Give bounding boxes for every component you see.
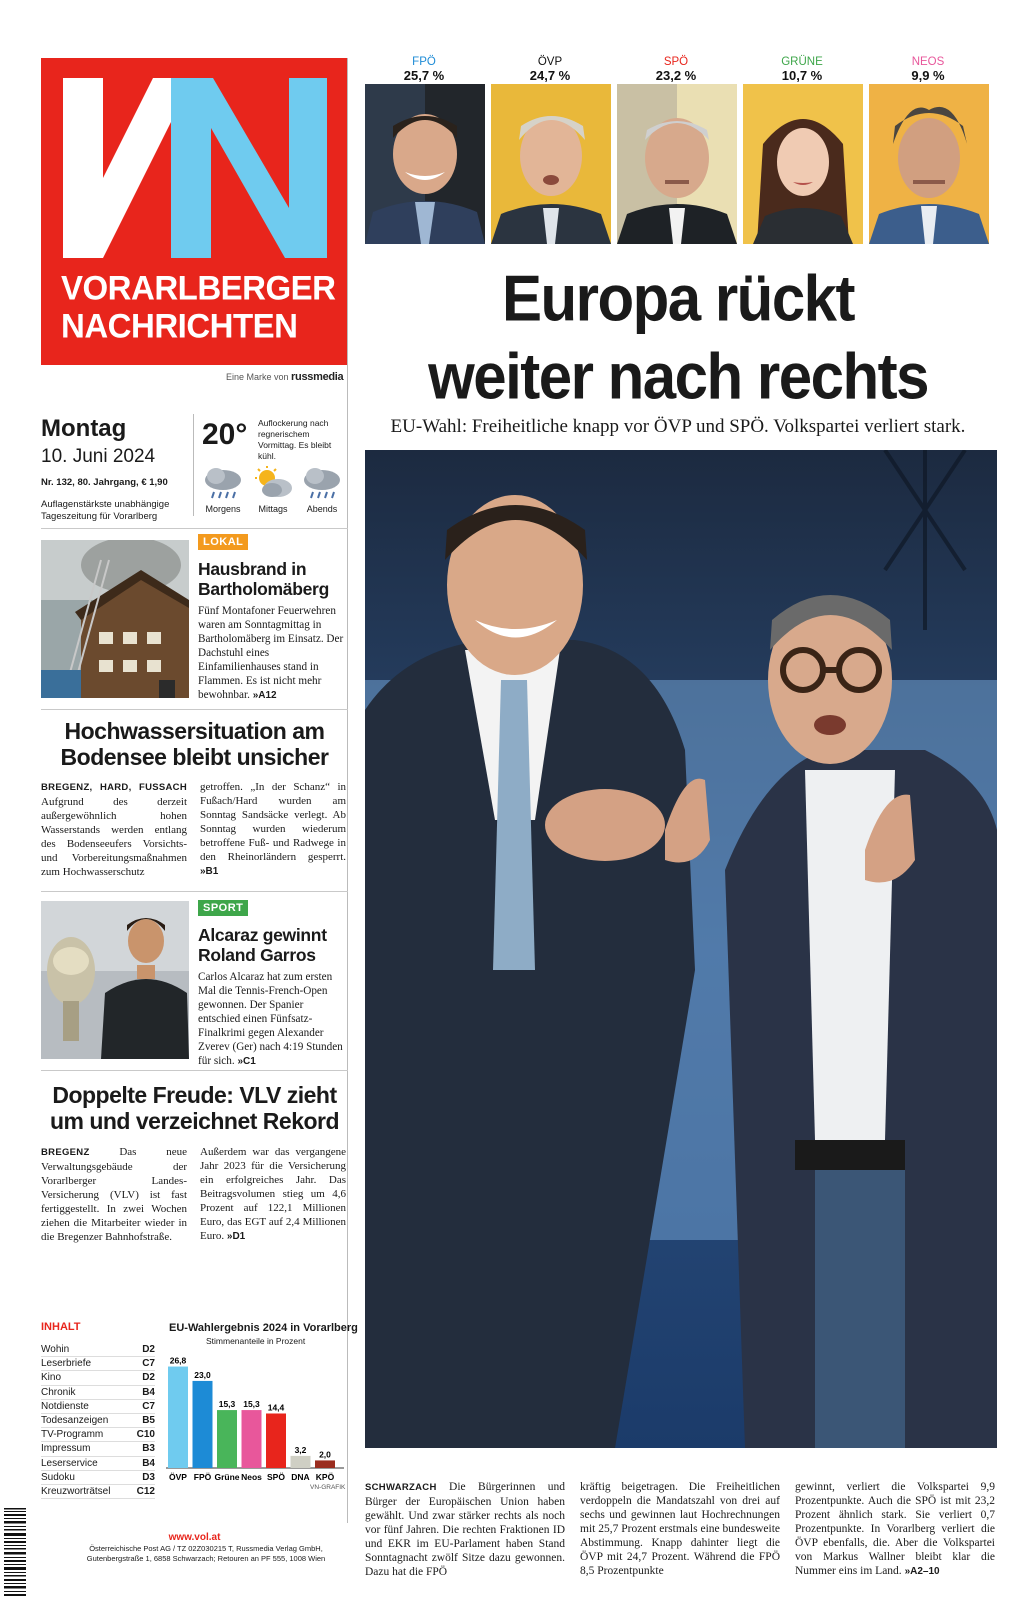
alcaraz-title[interactable]: Alcaraz gewinnt Roland Garros bbox=[198, 925, 327, 965]
lead-col1-text: Die Bürgerinnen und Bürger der Europäischen Union haben gewählt. Und zwar stärker rechts als noch vor fünf Jahren. Die rechten Fraktionen ID und EKR im EU-Parlament haben Stand Sonntagnacht zwölf Sitze dazu gewonnen. Dazu hat die FPÖ bbox=[365, 1481, 565, 1578]
lokal-kicker: LOKAL bbox=[198, 534, 248, 550]
hochwasser-dateline: BREGENZ, HARD, FUSSACH bbox=[41, 782, 187, 793]
weather-morning-label: Morgens bbox=[205, 504, 241, 514]
lead-col2-text: kräftig beigetragen. Die Freiheitlichen verdoppeln die Mandatszahl von drei auf sechs und gewinnen laut Hochrechnungen mit 25,7 Prozent erstmals eine bundesweite Abstimmung. Knapp dahinter liegt die ÖVP mit 24,7 Prozent. Während die FPÖ 8,5 Prozentpunkte bbox=[580, 1481, 780, 1577]
vlv-title[interactable]: Doppelte Freude: VLV zieht um und verzeichnet Rekord bbox=[49, 1082, 340, 1134]
chart-value-label: 15,3 bbox=[243, 1399, 260, 1410]
vlv-col2 bbox=[200, 1145, 346, 1244]
party-grune bbox=[743, 56, 861, 82]
hochwasser-col2-text: getroffen. „In der Schanz“ in Fußach/Hard wurden am Sonntag Sandsäcke verlegt. Ab Sonntag wurden wiederum betroffene Fuß- und Radwege in den Rheinorländern gesperrt. bbox=[200, 781, 346, 863]
chart-bar-dna bbox=[291, 1456, 311, 1468]
divider bbox=[41, 528, 348, 529]
chart-value-label: 14,4 bbox=[267, 1402, 285, 1413]
chart-value-label: 3,2 bbox=[294, 1444, 307, 1455]
chart-category-label: KPÖ bbox=[315, 1472, 335, 1482]
brand-note-prefix: Eine Marke von bbox=[226, 372, 289, 382]
imprint: Österreichische Post AG / TZ 02Z030215 T, Russmedia Verlag GmbH, Gutenbergstraße 1, 6858 Schwarzach; Retouren an PF 555, 1008 Wien bbox=[86, 1544, 326, 1563]
chart-value-label: 2,0 bbox=[319, 1449, 331, 1460]
lead-col1 bbox=[365, 1480, 565, 1579]
divider bbox=[41, 891, 348, 892]
lead-photo[interactable] bbox=[365, 450, 997, 1448]
issue-date: 10. Juni 2024 bbox=[41, 446, 156, 467]
sport-kicker: SPORT bbox=[198, 900, 248, 916]
alcaraz-text: Carlos Alcaraz hat zum ersten Mal die Tennis-French-Open gewonnen. Der Spanier entschied einen Fünfsatz-Finalkrimi gegen Alexander Zverev (Ger) nach 4:19 Stunden für sich. bbox=[198, 971, 343, 1067]
election-bar-chart bbox=[166, 1350, 348, 1484]
index-item[interactable]: Leserservice B4 bbox=[41, 1457, 155, 1471]
party-name: ÖVP bbox=[537, 56, 563, 68]
party-name: NEOS bbox=[911, 56, 945, 68]
index-item[interactable]: TV-Programm C10 bbox=[41, 1428, 155, 1442]
masthead-name-line2: NACHRICHTEN bbox=[61, 305, 298, 345]
slogan: Auflagenstärkste unabhängige Tageszeitung für Vorarlberg bbox=[41, 499, 170, 522]
lead-subline: EU-Wahl: Freiheitliche knapp vor ÖVP und SPÖ. Volkspartei verliert stark. bbox=[390, 416, 966, 437]
weather-evening bbox=[297, 466, 347, 514]
alcaraz-body bbox=[198, 970, 348, 1069]
hochwasser-col1 bbox=[41, 780, 187, 879]
vlv-ref[interactable]: »D1 bbox=[226, 1231, 246, 1242]
alcaraz-photo[interactable] bbox=[41, 901, 189, 1059]
index-item[interactable]: Sudoku D3 bbox=[41, 1471, 155, 1485]
party-neos bbox=[869, 56, 987, 82]
party-percent: 10,7 % bbox=[781, 68, 823, 83]
lead-headline-line2: weiter nach rechts bbox=[428, 340, 928, 413]
masthead-name-line1: VORARLBERGER bbox=[61, 268, 336, 307]
weather-evening-label: Abends bbox=[306, 504, 338, 514]
weather-description: Auflockerung nach regnerischem Vormittag. Es bleibt kühl. bbox=[258, 418, 332, 461]
party-spo bbox=[617, 56, 735, 82]
index-item[interactable]: Chronik B4 bbox=[41, 1386, 155, 1400]
index-item[interactable]: Leserbriefe C7 bbox=[41, 1357, 155, 1371]
chart-category-label: Grüne bbox=[214, 1472, 240, 1482]
chart-source: VN-GRAFIK bbox=[310, 1484, 346, 1491]
rain-cloud-icon bbox=[300, 466, 344, 500]
hausbrand-photo[interactable] bbox=[41, 540, 189, 698]
chart-bar-övp bbox=[168, 1367, 188, 1468]
hochwasser-col2 bbox=[200, 780, 346, 879]
weather-noon-label: Mittags bbox=[258, 504, 288, 514]
vlv-col2-text: Außerdem war das vergangene Jahr 2023 für die Versicherung ein erfolgreiches Jahr. Das Beitragsvolumen stieg um 4,6 Prozent auf 122,1 Millionen Euro, das EGT auf 2,4 Millionen Euro. bbox=[200, 1146, 346, 1242]
index-item[interactable]: Kreuzworträtsel C12 bbox=[41, 1485, 155, 1499]
chart-subtitle: Stimmenanteile in Prozent bbox=[206, 1336, 306, 1346]
party-percent: 24,7 % bbox=[529, 68, 571, 83]
weather-morning bbox=[198, 466, 248, 514]
chart-bar-spö bbox=[266, 1413, 286, 1468]
hochwasser-title[interactable]: Hochwassersituation am Bodensee bleibt unsicher bbox=[60, 718, 329, 770]
lead-headline-line1: Europa rückt bbox=[501, 262, 855, 335]
candidate-grune-photo[interactable] bbox=[743, 84, 863, 244]
index-item[interactable]: Notdienste C7 bbox=[41, 1400, 155, 1414]
chart-bar-kpö bbox=[315, 1460, 335, 1468]
weather-noon bbox=[248, 466, 298, 514]
chart-title: EU-Wahlergebnis 2024 in Vorarlberg bbox=[169, 1322, 358, 1334]
lead-dateline: SCHWARZACH bbox=[365, 1482, 437, 1493]
candidate-ovp-photo[interactable] bbox=[491, 84, 611, 244]
column-divider bbox=[347, 58, 348, 1523]
hausbrand-ref[interactable]: »A12 bbox=[252, 690, 277, 701]
chart-category-label: SPÖ bbox=[267, 1472, 285, 1482]
temperature: 20° bbox=[202, 418, 248, 451]
chart-category-label: Neos bbox=[241, 1472, 262, 1482]
hausbrand-body bbox=[198, 604, 348, 703]
index-item[interactable]: Impressum B3 bbox=[41, 1442, 155, 1456]
day-of-week: Montag bbox=[41, 415, 127, 442]
chart-category-label: FPÖ bbox=[193, 1472, 212, 1482]
alcaraz-ref[interactable]: »C1 bbox=[237, 1056, 256, 1067]
party-percent: 9,9 % bbox=[911, 68, 945, 83]
divider bbox=[41, 1070, 348, 1071]
chart-value-label: 15,3 bbox=[218, 1399, 236, 1410]
candidate-spo-photo[interactable] bbox=[617, 84, 737, 244]
chart-value-label: 26,8 bbox=[169, 1355, 187, 1366]
issue-number: Nr. 132, 80. Jahrgang, € 1,90 bbox=[41, 477, 168, 488]
brand-note bbox=[226, 371, 343, 383]
chart-bar-fpö bbox=[193, 1381, 213, 1468]
sun-cloud-icon bbox=[251, 466, 295, 500]
vlv-dateline: BREGENZ bbox=[41, 1147, 90, 1158]
index-item[interactable]: Wohin D2 bbox=[41, 1343, 155, 1357]
party-ovp bbox=[491, 56, 609, 82]
index-item[interactable]: Kino D2 bbox=[41, 1371, 155, 1385]
chart-category-label: ÖVP bbox=[169, 1472, 187, 1482]
website-link[interactable]: www.vol.at bbox=[168, 1532, 221, 1543]
hausbrand-title[interactable]: Hausbrand in Bartholomäberg bbox=[198, 559, 329, 599]
chart-bar-grüne bbox=[217, 1410, 237, 1468]
lead-headline[interactable] bbox=[360, 260, 996, 416]
rain-cloud-icon bbox=[201, 466, 245, 500]
index-list bbox=[41, 1343, 155, 1499]
masthead-logo bbox=[41, 58, 348, 365]
brand-note-brand: russmedia bbox=[291, 371, 344, 383]
weather-divider bbox=[193, 414, 194, 516]
candidate-fpo-photo[interactable] bbox=[365, 84, 485, 244]
hausbrand-text: Fünf Montafoner Feuerwehren waren am Sonntagmittag in Bartholomäberg im Einsatz. Der Dachstuhl eines Einfamilienhauses stand in Flammen. Es ist nicht mehr bewohnbar. bbox=[198, 605, 344, 701]
candidate-neos-photo[interactable] bbox=[869, 84, 989, 244]
lead-col3-text: gewinnt, verliert die Volkspartei 9,9 Prozentpunkte. Auch die SPÖ ist mit 23,2 Prozent ähnlich stark. Sie verliert 0,7 Prozentpunkte. In Vorarlberg verliert die ÖVP ebenfalls, die. Aber die Volkspartei von Markus Wallner bleibt klar die Nummer eins im Land. bbox=[795, 1481, 995, 1577]
vlv-col1 bbox=[41, 1145, 187, 1244]
index-item[interactable]: Todesanzeigen B5 bbox=[41, 1414, 155, 1428]
party-name: GRÜNE bbox=[781, 56, 823, 68]
chart-bar-neos bbox=[242, 1410, 262, 1468]
barcode-icon bbox=[2, 1508, 28, 1598]
hochwasser-col1-text: Aufgrund des derzeit außergewöhnlich hohen Wasserstands werden entlang des Bodenseeufers Vorsichts- und Vorbereitungsmaßnahmen zum Hochwasserschutz bbox=[41, 796, 187, 878]
chart-value-label: 23,0 bbox=[194, 1369, 211, 1380]
vlv-col1-text: Das neue Verwaltungsgebäude der Vorarlberger Landes-Versicherung (VLV) ist fast fertiggestellt. In zwei Wochen ziehen die Mitarbeiter wieder in die Bregenzer Bahnhofstraße. bbox=[41, 1146, 187, 1243]
lead-col3 bbox=[795, 1480, 995, 1579]
chart-category-label: DNA bbox=[291, 1472, 310, 1482]
party-name: FPÖ bbox=[412, 56, 436, 68]
party-fpo bbox=[365, 56, 483, 82]
party-percent: 23,2 % bbox=[655, 68, 697, 83]
hochwasser-ref[interactable]: »B1 bbox=[200, 866, 219, 877]
divider bbox=[41, 709, 348, 710]
party-name: SPÖ bbox=[663, 56, 689, 68]
party-percent: 25,7 % bbox=[403, 68, 445, 83]
index-title: INHALT bbox=[41, 1321, 81, 1333]
lead-ref[interactable]: »A2–10 bbox=[904, 1566, 940, 1577]
lead-col2 bbox=[580, 1480, 780, 1578]
